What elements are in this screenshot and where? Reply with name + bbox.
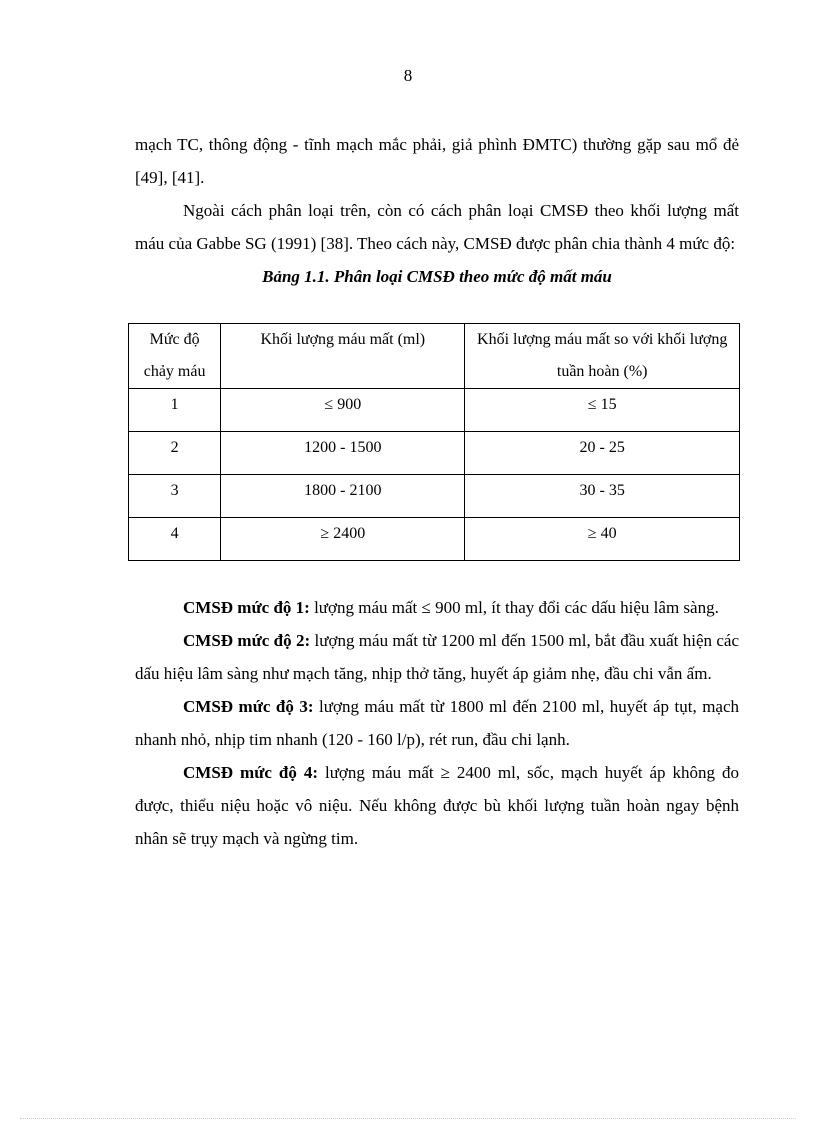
- level-1-text: lượng máu mất ≤ 900 ml, ít thay đổi các dấu hiệu lâm sàng.: [309, 598, 719, 617]
- level-2-label: CMSĐ mức độ 2:: [183, 631, 311, 650]
- page-bottom-divider: [20, 1118, 796, 1119]
- level-3-label: CMSĐ mức độ 3:: [183, 697, 314, 716]
- cell-volume: ≤ 900: [221, 389, 465, 432]
- cell-volume: 1800 - 2100: [221, 475, 465, 518]
- level-2-description: [135, 624, 739, 690]
- cell-level: 2: [129, 432, 221, 475]
- cell-level: 3: [129, 475, 221, 518]
- table-row: [129, 432, 740, 475]
- document-body: [135, 128, 739, 855]
- level-4-text: lượng máu mất ≥ 2400 ml, sốc, mạch huyết áp không đo được, thiểu niệu hoặc vô niệu. Nếu không được bù khối lượng tuần hoàn ngay bệnh nhân sẽ trụy mạch và ngừng tim.: [135, 763, 739, 848]
- level-descriptions: [135, 591, 739, 855]
- table-row: [129, 475, 740, 518]
- level-4-label: CMSĐ mức độ 4:: [183, 763, 319, 782]
- cell-level: 4: [129, 518, 221, 561]
- header-blood-loss-percent: Khối lượng máu mất so với khối lượng tuần hoàn (%): [465, 324, 740, 389]
- cell-volume: ≥ 2400: [221, 518, 465, 561]
- level-2-text: lượng máu mất từ 1200 ml đến 1500 ml, bắt đầu xuất hiện các dấu hiệu lâm sàng như mạch tăng, nhịp thở tăng, huyết áp giảm nhẹ, đầu chi vẫn ấm.: [135, 631, 739, 683]
- table-header-row: [129, 324, 740, 389]
- level-1-label: CMSĐ mức độ 1:: [183, 598, 310, 617]
- page-number: 8: [403, 66, 413, 85]
- cell-percent: ≤ 15: [465, 389, 740, 432]
- cell-percent: 20 - 25: [465, 432, 740, 475]
- header-bleeding-level: Mức độ chảy máu: [129, 324, 221, 389]
- paragraph-continuation: mạch TC, thông động - tĩnh mạch mắc phải, giả phình ĐMTC) thường gặp sau mổ đẻ [49], [41].: [135, 135, 739, 187]
- level-1-description: [135, 591, 739, 624]
- level-3-description: [135, 690, 739, 756]
- classification-table-wrapper: [128, 323, 739, 561]
- level-4-description: [135, 756, 739, 855]
- cell-percent: ≥ 40: [465, 518, 740, 561]
- table-caption: Bảng 1.1. Phân loại CMSĐ theo mức độ mất máu: [262, 267, 612, 286]
- table-row: [129, 389, 740, 432]
- table-row: [129, 518, 740, 561]
- cell-percent: 30 - 35: [465, 475, 740, 518]
- header-blood-loss-ml: Khối lượng máu mất (ml): [221, 324, 465, 389]
- level-3-text: lượng máu mất từ 1800 ml đến 2100 ml, huyết áp tụt, mạch nhanh nhỏ, nhịp tim nhanh (120 - 160 l/p), rét run, đầu chi lạnh.: [135, 697, 740, 749]
- paragraph-classification-intro: Ngoài cách phân loại trên, còn có cách phân loại CMSĐ theo khối lượng mất máu của Gabbe SG (1991) [38]. Theo cách này, CMSĐ được phân chia thành 4 mức độ:: [135, 201, 739, 253]
- classification-table: [128, 323, 740, 561]
- cell-level: 1: [129, 389, 221, 432]
- cell-volume: 1200 - 1500: [221, 432, 465, 475]
